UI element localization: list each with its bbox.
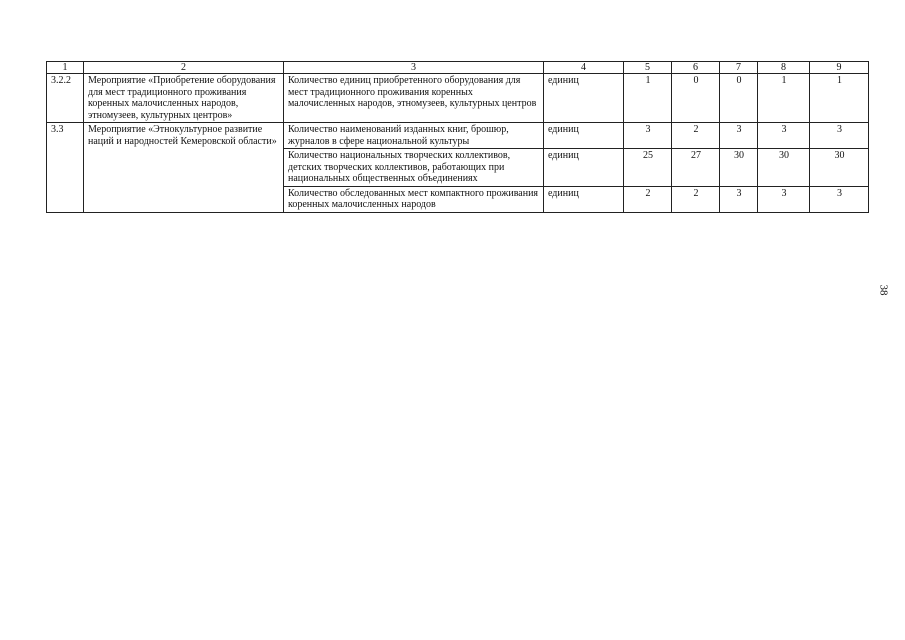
- row-value-cell: 27: [672, 149, 720, 187]
- row-unit-cell: единиц: [544, 123, 624, 149]
- row-event-cell: Мероприятие «Этнокультурное развитие наций и народностей Кемеровской области»: [84, 123, 284, 213]
- row-indicator-cell: Количество наименований изданных книг, брошюр, журналов в сфере национальной культуры: [284, 123, 544, 149]
- header-cell: 5: [624, 62, 672, 74]
- row-value-cell: 3: [810, 186, 869, 212]
- row-value-cell: 30: [720, 149, 758, 187]
- row-value-cell: 2: [672, 123, 720, 149]
- row-unit-cell: единиц: [544, 186, 624, 212]
- header-cell: 8: [758, 62, 810, 74]
- header-cell: 7: [720, 62, 758, 74]
- row-indicator-cell: Количество национальных творческих коллективов, детских творческих коллективов, работающих при национальных общественных объединениях: [284, 149, 544, 187]
- table-header-row: [47, 62, 869, 74]
- row-value-cell: 0: [720, 74, 758, 123]
- row-code-cell: 3.3: [47, 123, 84, 213]
- header-cell: 9: [810, 62, 869, 74]
- row-value-cell: 3: [758, 123, 810, 149]
- row-value-cell: 3: [624, 123, 672, 149]
- row-value-cell: 3: [720, 123, 758, 149]
- page-number: 38: [877, 284, 890, 296]
- row-value-cell: 1: [758, 74, 810, 123]
- table-row: [47, 74, 869, 123]
- row-indicator-cell: Количество обследованных мест компактного проживания коренных малочисленных народов: [284, 186, 544, 212]
- row-unit-cell: единиц: [544, 74, 624, 123]
- row-indicator-cell: Количество единиц приобретенного оборудования для мест традиционного проживания коренных малочисленных народов, этномузеев, культурных центров: [284, 74, 544, 123]
- indicators-table: [46, 61, 869, 213]
- row-value-cell: 25: [624, 149, 672, 187]
- row-value-cell: 2: [624, 186, 672, 212]
- header-cell: 4: [544, 62, 624, 74]
- header-cell: 1: [47, 62, 84, 74]
- header-cell: 6: [672, 62, 720, 74]
- row-value-cell: 30: [758, 149, 810, 187]
- header-cell: 2: [84, 62, 284, 74]
- row-value-cell: 3: [720, 186, 758, 212]
- row-value-cell: 1: [810, 74, 869, 123]
- header-cell: 3: [284, 62, 544, 74]
- row-value-cell: 1: [624, 74, 672, 123]
- row-event-cell: Мероприятие «Приобретение оборудования для мест традиционного проживания коренных малочисленных народов, этномузеев, культурных центров»: [84, 74, 284, 123]
- row-value-cell: 30: [810, 149, 869, 187]
- row-unit-cell: единиц: [544, 149, 624, 187]
- row-value-cell: 3: [758, 186, 810, 212]
- row-value-cell: 3: [810, 123, 869, 149]
- row-value-cell: 2: [672, 186, 720, 212]
- row-value-cell: 0: [672, 74, 720, 123]
- table-row: [47, 123, 869, 149]
- row-code-cell: 3.2.2: [47, 74, 84, 123]
